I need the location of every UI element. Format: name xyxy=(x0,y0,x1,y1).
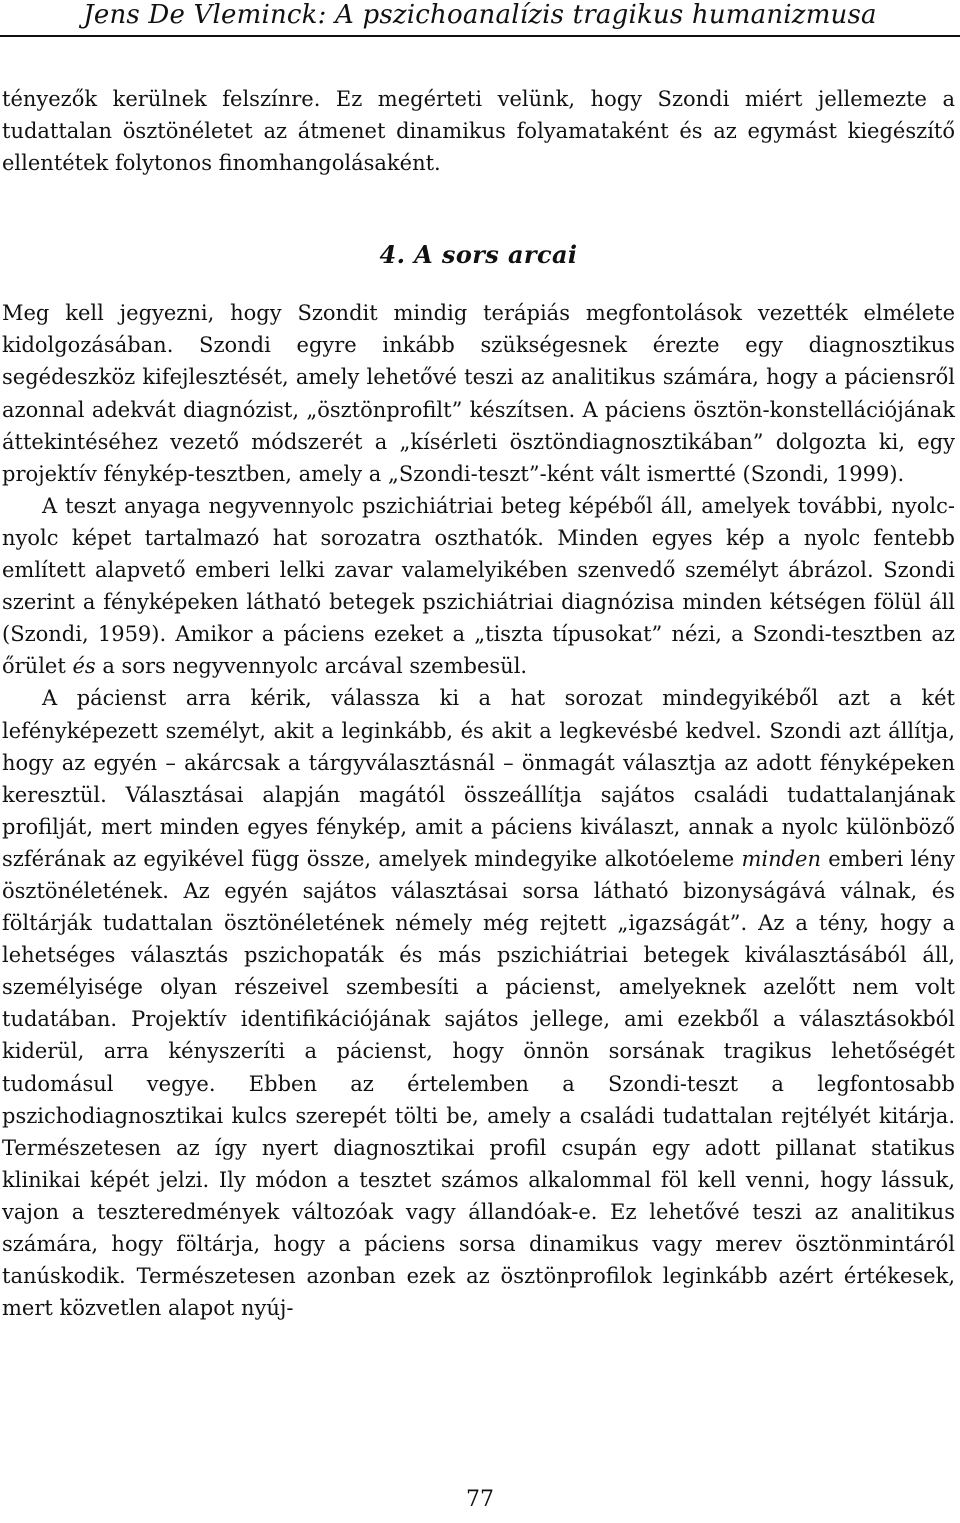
header-rule xyxy=(0,35,960,37)
page-body xyxy=(2,83,955,1324)
page-number: 77 xyxy=(466,1487,494,1512)
paragraph-3 xyxy=(2,682,955,1324)
running-head: Jens De Vleminck: A pszichoanalízis tragikus humanizmusa xyxy=(83,0,877,30)
paragraph-2-emphasis: és xyxy=(72,654,96,679)
section-title: 4. A sors arcai xyxy=(379,240,578,270)
paragraph-3-emphasis: minden xyxy=(741,846,821,871)
paragraph-3-text-b: emberi lény ösztönéletének. Az egyén sajátos választásai sorsa látható bizonyságává válnak, és föltárják tudattalan ösztönéletének némely még rejtett „igazságát”. Az a tény, hogy a lehetséges választás pszichopaták és más pszichiátriai betegek kiválasztásából áll, személyisége olyan részeivel szembesíti a pácienst, amelyeknek azelőtt nem volt tudatában. Projektív identifikációjának sajátos jellege, ami ezekből a választásokból kiderül, arra kényszeríti a pácienst, hogy önnön sorsának tragikus lehetőségét tudomásul vegye. Ebben az értelemben a Szondi-teszt a legfontosabb pszichodiagnosztikai kulcs szerepét tölti be, amely a családi tudattalan rejtélyét kitárja. Természetesen az így nyert diagnosztikai profil csupán egy adott pillanat statikus klinikai képét jelzi. Ily módon a tesztet számos alkalommal föl kell venni, hogy lássuk, vajon a teszteredmények változóak vagy állandóak-e. Ez lehetővé teszi az analitikus számára, hogy föltárja, hogy a páciens sorsa dinamikus vagy merev ösztönmintáról tanúskodik. Természetesen azonban ezek az ösztönprofilok leginkább azért értékesek, mert közvetlen alapot nyúj- xyxy=(2,846,955,1321)
paragraph-2-text-a: A teszt anyaga negyvennyolc pszichiátriai beteg képéből áll, amelyek további, nyolc-nyolc képet tartalmazó hat sorozatra oszthatók. Minden egyes kép a nyolc fentebb említett alapvető emberi lelki zavar valamelyikében szenvedő személyt ábrázol. Szondi szerint a fényképeken látható betegek pszichiátriai diagnózisa minden kétségen fölül áll (Szondi, 1959). Amikor a páciens ezeket a „tiszta típusokat” nézi, a Szondi-tesztben az őrület xyxy=(2,493,955,679)
paragraph-1: Meg kell jegyezni, hogy Szondit mindig terápiás megfontolások vezették elmélete kidolgozásában. Szondi egyre inkább szükségesnek érezte egy diagnosztikus segédeszköz kifejlesztését, amely lehetővé teszi az analitikus számára, hogy a páciensről azonnal adekvát diagnózist, „ösztönprofilt” készítsen. A páciens ösztön-konstellációjának áttekintéséhez vezető módszerét a „kísérleti ösztöndiagnosztikában” dolgozta ki, egy projektív fénykép-tesztben, amely a „Szondi-teszt”-ként vált ismertté (Szondi, 1999). xyxy=(2,301,955,486)
paragraph-2 xyxy=(2,490,955,683)
paragraph-3-text-a: A pácienst arra kérik, válassza ki a hat sorozat mindegyikéből azt a két lefényképezett személyt, akit a leginkább, és akit a legkevésbé kedvel. Szondi azt állítja, hogy az egyén – akárcsak a tárgyválasztásnál – önmagát választja az adott fényképeken keresztül. Választásai alapján magától összeállítja sajátos családi tudattalanjának profilját, mert minden egyes fénykép, amit a páciens kiválaszt, annak a nyolc különböző szférának az egyikével függ össze, amelyek mindegyike alkotóeleme xyxy=(2,686,955,871)
paragraph-2-text-b: a sors negyvennyolc arcával szembesül. xyxy=(95,654,528,679)
intro-paragraph: tényezők kerülnek felszínre. Ez megérteti velünk, hogy Szondi miért jellemezte a tudattalan ösztönéletet az átmenet dinamikus folyamataként és az egymást kiegészítő ellentétek folytonos finomhangolásaként. xyxy=(2,87,955,176)
